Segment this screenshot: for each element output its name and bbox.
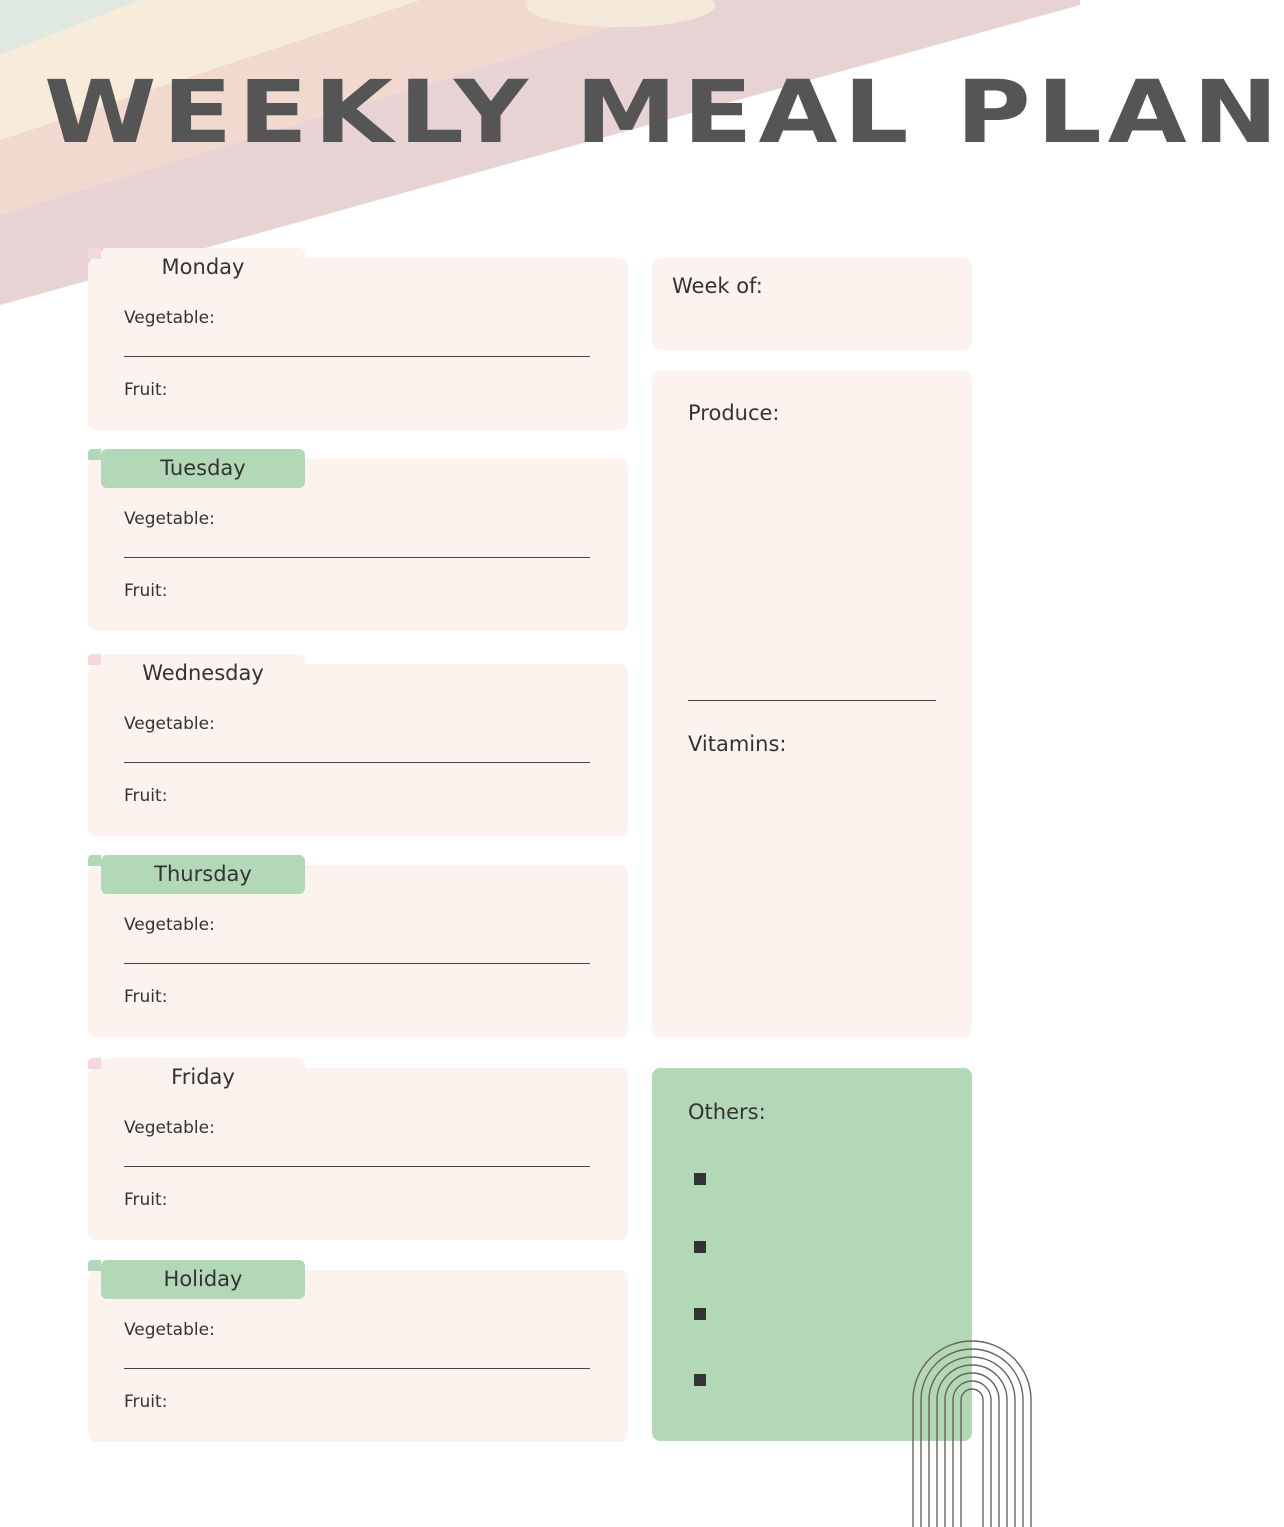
- day-tab-wednesday: Wednesday: [101, 654, 305, 693]
- tab-corner: [88, 1260, 101, 1271]
- fruit-label: Fruit:: [124, 987, 168, 1007]
- fruit-label: Fruit:: [124, 1392, 168, 1412]
- day-tab-thursday: Thursday: [101, 855, 305, 894]
- day-card-thursday: [88, 862, 628, 1037]
- produce-label: Produce:: [688, 401, 780, 425]
- tab-corner: [88, 449, 101, 460]
- vegetable-label: Vegetable:: [124, 1118, 215, 1138]
- others-label: Others:: [688, 1100, 766, 1124]
- day-card-wednesday: [88, 661, 628, 836]
- tab-corner: [88, 248, 101, 259]
- vegetable-label: Vegetable:: [124, 509, 215, 529]
- checkbox-bullet[interactable]: [694, 1173, 706, 1185]
- vegetable-line[interactable]: [124, 762, 590, 763]
- week-of-label: Week of:: [672, 274, 763, 298]
- produce-divider-line: [688, 700, 936, 701]
- vegetable-label: Vegetable:: [124, 1320, 215, 1340]
- day-card-holiday: [88, 1267, 628, 1442]
- vegetable-line[interactable]: [124, 356, 590, 357]
- day-tab-tuesday: Tuesday: [101, 449, 305, 488]
- tab-corner: [88, 855, 101, 866]
- page-title: WEEKLY MEAL PLAN: [44, 62, 1284, 164]
- vitamins-label: Vitamins:: [688, 732, 787, 756]
- tab-corner: [88, 654, 101, 665]
- fruit-label: Fruit:: [124, 786, 168, 806]
- vegetable-label: Vegetable:: [124, 714, 215, 734]
- day-card-monday: [88, 255, 628, 430]
- fruit-label: Fruit:: [124, 380, 168, 400]
- vegetable-label: Vegetable:: [124, 308, 215, 328]
- checkbox-bullet[interactable]: [694, 1374, 706, 1386]
- fruit-label: Fruit:: [124, 1190, 168, 1210]
- produce-vitamins-panel: [652, 371, 972, 1037]
- fruit-label: Fruit:: [124, 581, 168, 601]
- vegetable-line[interactable]: [124, 963, 590, 964]
- arch-lines-decoration: [910, 1338, 1034, 1527]
- vegetable-line[interactable]: [124, 557, 590, 558]
- tab-corner: [88, 1058, 101, 1069]
- vegetable-label: Vegetable:: [124, 915, 215, 935]
- checkbox-bullet[interactable]: [694, 1241, 706, 1253]
- vegetable-line[interactable]: [124, 1166, 590, 1167]
- day-tab-holiday: Holiday: [101, 1260, 305, 1299]
- day-card-friday: [88, 1065, 628, 1240]
- checkbox-bullet[interactable]: [694, 1308, 706, 1320]
- day-tab-monday: Monday: [101, 248, 305, 287]
- day-card-tuesday: [88, 456, 628, 631]
- vegetable-line[interactable]: [124, 1368, 590, 1369]
- day-tab-friday: Friday: [101, 1058, 305, 1097]
- week-of-panel[interactable]: [652, 258, 972, 350]
